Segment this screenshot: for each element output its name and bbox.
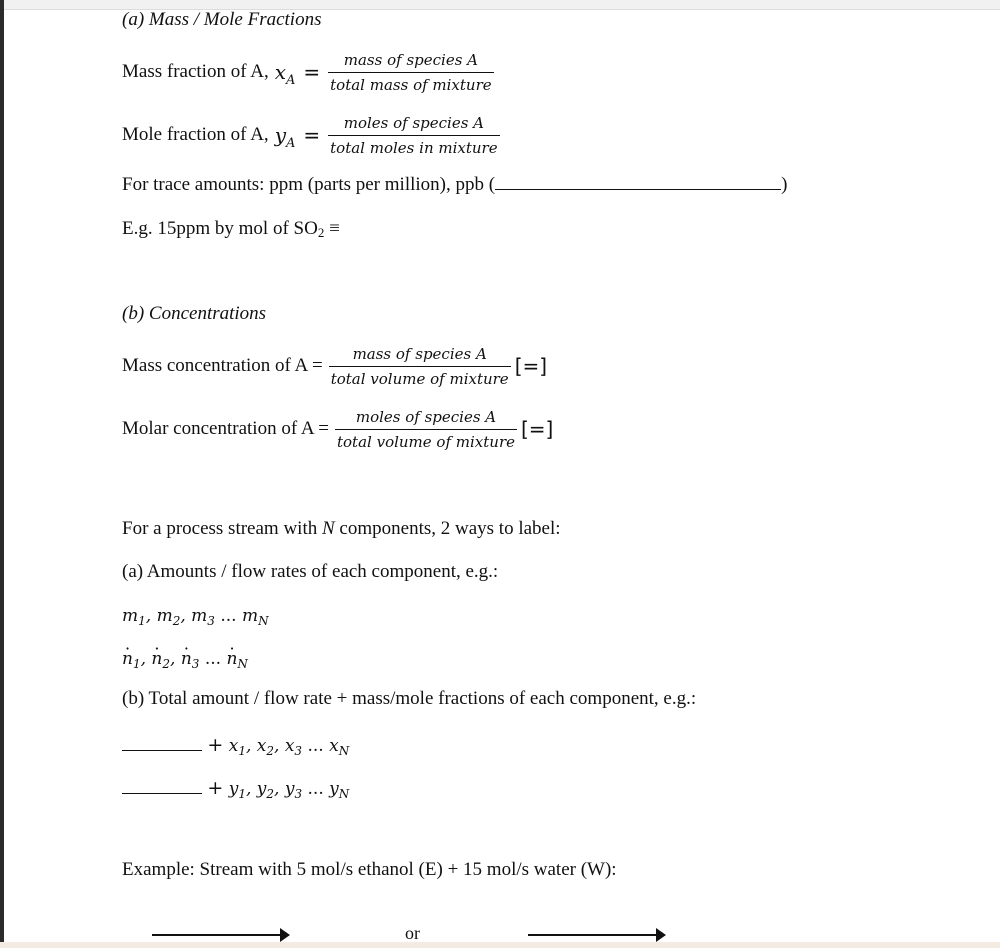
fraction-denominator: total volume of mixture xyxy=(335,429,517,451)
seq-var: · n xyxy=(226,649,237,669)
equivalent-symbol: ≡ xyxy=(324,218,340,239)
seq-sub: 1 xyxy=(238,787,246,801)
seq-var: y xyxy=(256,779,267,799)
answer-blank xyxy=(495,175,781,190)
seq-var: x xyxy=(228,736,239,756)
fraction-numerator: mass of species A xyxy=(343,50,478,69)
fraction-denominator: total volume of mixture xyxy=(329,366,511,388)
fraction-numerator: mass of species A xyxy=(352,344,487,363)
labeling-intro-post: components, 2 ways to label: xyxy=(334,518,561,539)
units-of-symbol: [=] xyxy=(521,417,554,441)
equals-sign: = xyxy=(303,123,321,147)
option-a-text: (a) Amounts / flow rates of each component, e.g.: xyxy=(122,561,499,582)
seq-sub: 3 xyxy=(191,657,200,671)
trace-close-paren: ) xyxy=(781,174,788,195)
seq-sub: 1 xyxy=(138,614,146,628)
mass-fraction-sequence: + $x_1$, $x_2$, $x_3$ ... $x_N$ xyxy=(122,734,349,756)
seq-sub: 3 xyxy=(207,614,215,628)
seq-sub: N xyxy=(258,614,269,628)
seq-sub: N xyxy=(338,787,350,801)
labeling-intro xyxy=(122,518,561,540)
seq-sub: 3 xyxy=(294,744,303,758)
mole-fraction-fraction xyxy=(328,114,499,157)
seq-ellipsis: ... xyxy=(307,779,324,799)
stream-arrow-left xyxy=(152,934,287,936)
viewer-left-edge xyxy=(0,0,4,948)
seq-sub: 2 xyxy=(172,614,181,628)
seq-var: y xyxy=(228,779,239,799)
fraction-denominator: total mass of mixture xyxy=(328,72,494,94)
mass-fraction-sub: A xyxy=(285,73,296,88)
seq-var: m xyxy=(156,606,173,626)
so2-example-line xyxy=(122,218,340,240)
labeling-intro-n: N xyxy=(321,518,335,539)
mass-fraction-fraction xyxy=(328,51,494,94)
molar-concentration-equation xyxy=(122,404,553,454)
trace-amounts-line xyxy=(122,174,787,196)
mass-fraction-label: Mass fraction of A, xyxy=(122,61,269,82)
seq-ellipsis: ... xyxy=(204,649,222,669)
seq-var: y xyxy=(329,779,339,799)
seq-var: x xyxy=(329,736,339,756)
answer-blank xyxy=(122,783,202,794)
mass-concentration-fraction xyxy=(329,345,511,388)
mass-concentration-label: Mass concentration of A = xyxy=(122,355,323,376)
fraction-numerator: moles of species A xyxy=(355,407,497,426)
mass-fraction-var: x xyxy=(274,60,286,84)
fraction-numerator: moles of species A xyxy=(343,113,485,132)
plus-sign: + xyxy=(207,734,224,756)
mole-fraction-label: Mole fraction of A, xyxy=(122,124,269,145)
seq-var: m xyxy=(241,606,259,626)
molar-concentration-label: Molar concentration of A = xyxy=(122,418,329,439)
option-b-text: (b) Total amount / flow rate + mass/mole fractions of each component, e.g.: xyxy=(122,688,697,709)
seq-var: m xyxy=(122,606,139,626)
seq-var: · n xyxy=(151,649,162,669)
or-text: or xyxy=(405,923,420,943)
seq-var: y xyxy=(284,779,295,799)
seq-sub: 1 xyxy=(238,744,246,758)
seq-var: x xyxy=(256,736,267,756)
mole-fraction-sequence: + $y_1$, $y_2$, $y_3$ ... $y_N$ xyxy=(122,777,349,799)
answer-blank xyxy=(122,740,202,751)
section-a-heading: (a) Mass / Mole Fractions xyxy=(122,9,322,30)
mole-fraction-sub: A xyxy=(286,136,296,151)
labeling-intro-pre: For a process stream with xyxy=(122,518,322,539)
so2-example-text: E.g. 15ppm by mol of SO xyxy=(122,218,318,239)
mass-flow-sequence: $m_1$, $m_2$, $m_3$ ... $m_N$ xyxy=(122,606,269,628)
stream-arrow-right xyxy=(528,934,663,936)
molar-flow-sequence: · $n_1$, · $n_2$, · $n_3$ ... · $n_N$ xyxy=(122,649,248,669)
example-stream-text: Example: Stream with 5 mol/s ethanol (E) + 15 mol/s water (W): xyxy=(122,859,617,880)
seq-ellipsis: ... xyxy=(220,606,237,626)
fraction-denominator: total moles in mixture xyxy=(328,135,499,157)
plus-sign: + xyxy=(207,777,224,799)
seq-sub: N xyxy=(237,657,248,671)
seq-var: · n xyxy=(122,649,133,669)
seq-var: · n xyxy=(181,649,192,669)
seq-sub: 2 xyxy=(266,744,275,758)
seq-var: m xyxy=(191,606,208,626)
seq-sub: 2 xyxy=(162,657,170,671)
molar-concentration-fraction xyxy=(335,408,517,451)
trace-amounts-text: For trace amounts: ppm (parts per million), ppb ( xyxy=(122,174,496,195)
mole-fraction-equation xyxy=(122,110,502,160)
mass-concentration-equation xyxy=(122,341,547,391)
seq-sub: 2 xyxy=(266,787,275,801)
seq-sub: 1 xyxy=(132,657,141,671)
units-of-symbol: [=] xyxy=(514,354,548,378)
section-b-heading: (b) Concentrations xyxy=(122,303,267,324)
mass-fraction-equation xyxy=(122,47,496,97)
seq-sub: N xyxy=(338,744,350,758)
seq-sub: 3 xyxy=(294,787,303,801)
seq-ellipsis: ... xyxy=(307,736,324,756)
mole-fraction-var: y xyxy=(274,123,286,147)
so2-subscript: 2 xyxy=(317,225,325,240)
equals-sign: = xyxy=(303,60,321,84)
seq-var: x xyxy=(284,736,295,756)
viewer-bottom-edge xyxy=(0,942,1000,948)
